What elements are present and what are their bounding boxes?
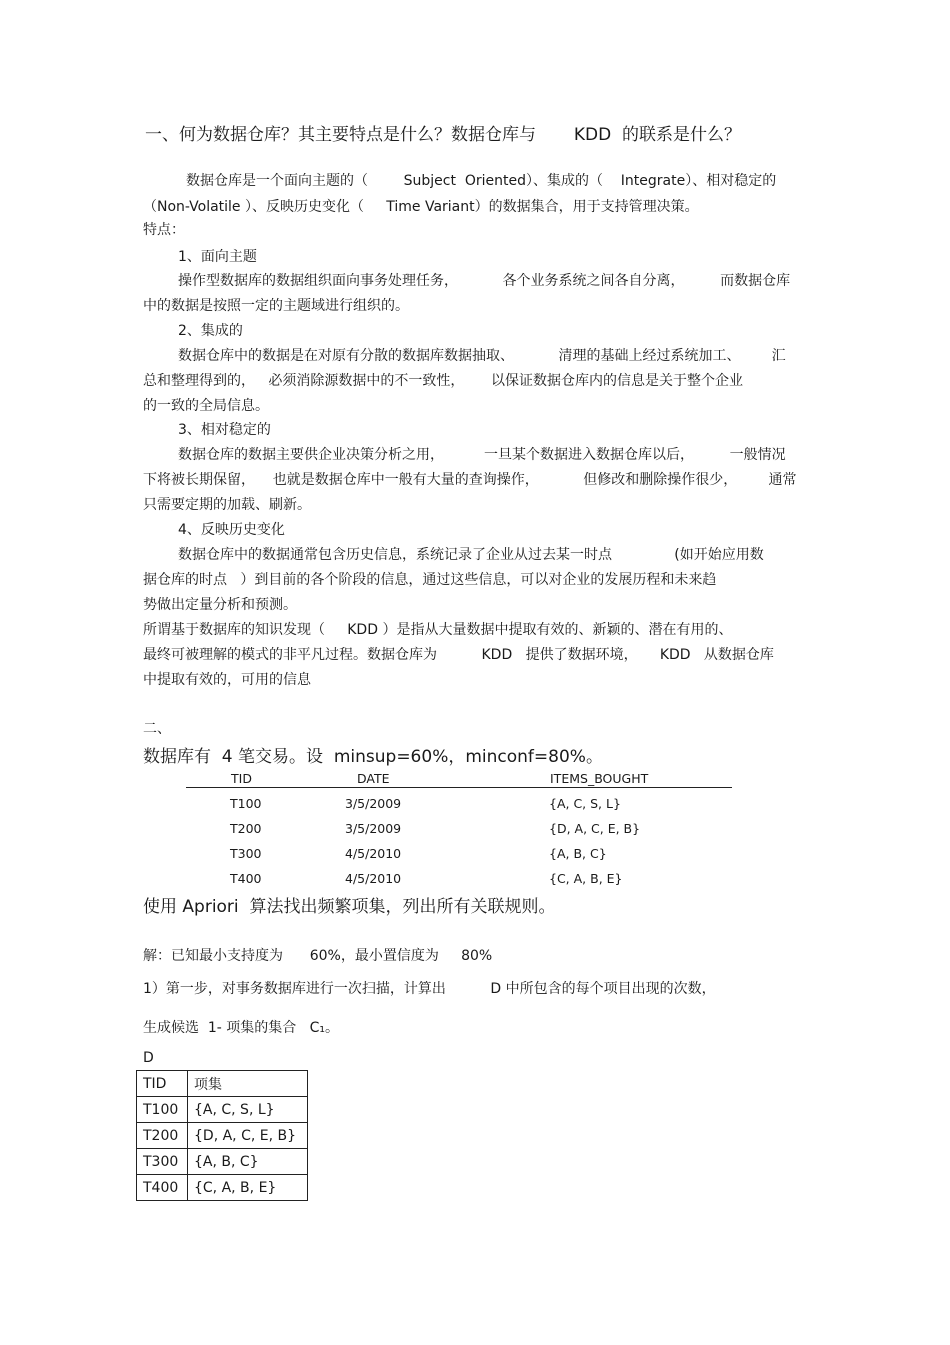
feature-2-line-3: 的一致的全局信息。	[143, 398, 269, 414]
tx-header-items: ITEMS_BOUGHT	[550, 771, 649, 786]
tx-header-rule	[186, 787, 732, 788]
table-row	[137, 1175, 308, 1201]
feature-4-title: 4、反映历史变化	[178, 522, 285, 538]
tx-row-2-tid: T200	[230, 821, 262, 836]
tx-header-date: DATE	[357, 771, 390, 786]
tx-row-1-date: 3/5/2009	[345, 796, 402, 811]
table-d-header-itemset: 项集	[188, 1071, 308, 1097]
table-row	[137, 1071, 308, 1097]
tx-row-3-tid: T300	[230, 846, 262, 861]
question-2-number: 二、	[143, 721, 171, 737]
feature-1-line-2: 中的数据是按照一定的主题域进行组织的。	[143, 298, 409, 314]
table-d-cell: T100	[137, 1097, 188, 1123]
solution-line: 解：已知最小支持度为 60%，最小置信度为 80%	[143, 948, 493, 964]
table-row	[137, 1123, 308, 1149]
table-d	[136, 1070, 308, 1201]
tx-row-4-tid: T400	[230, 871, 262, 886]
step-1-line-2: 生成候选 1- 项集的集合 C₁。	[143, 1020, 340, 1036]
table-row	[137, 1149, 308, 1175]
definition-line-1: 数据仓库是一个面向主题的（ Subject Oriented）、集成的（ Integrate）、相对稳定的	[186, 173, 777, 189]
kdd-line-1: 所谓基于数据库的知识发现（ KDD ）是指从大量数据中提取有效的、新颖的、潜在有用的、	[143, 622, 733, 638]
tx-row-3-date: 4/5/2010	[345, 846, 402, 861]
features-label: 特点：	[143, 222, 185, 238]
definition-line-2: （Non-Volatile ）、反映历史变化（ Time Variant）的数据集合，用于支持管理决策。	[143, 199, 699, 215]
feature-4-line-2: 据仓库的时点 ）到目前的各个阶段的信息，通过这些信息，可以对企业的发展历程和未来趋	[143, 572, 717, 588]
table-d-cell: {D, A, C, E, B}	[188, 1123, 308, 1149]
tx-row-4-items: {C, A, B, E}	[549, 871, 623, 886]
feature-2-title: 2、集成的	[178, 323, 243, 339]
table-d-header-tid: TID	[137, 1071, 188, 1097]
feature-1-line-1: 操作型数据库的数据组织面向事务处理任务， 各个业务系统之间各自分离， 而数据仓库	[178, 273, 791, 289]
feature-2-line-1: 数据仓库中的数据是在对原有分散的数据库数据抽取、 清理的基础上经过系统加工、 汇	[178, 348, 786, 364]
tx-row-2-date: 3/5/2009	[345, 821, 402, 836]
tx-row-1-items: {A, C, S, L}	[549, 796, 621, 811]
feature-4-line-1: 数据仓库中的数据通常包含历史信息，系统记录了企业从过去某一时点 (如开始应用数	[178, 547, 764, 563]
table-d-cell: {C, A, B, E}	[188, 1175, 308, 1201]
tx-row-2-items: {D, A, C, E, B}	[549, 821, 641, 836]
table-row	[137, 1097, 308, 1123]
table-d-cell: {A, C, S, L}	[188, 1097, 308, 1123]
table-d-cell: {A, B, C}	[188, 1149, 308, 1175]
tx-header-tid: TID	[231, 771, 252, 786]
table-d-label: D	[143, 1050, 154, 1066]
tx-row-1-tid: T100	[230, 796, 262, 811]
table-d-cell: T200	[137, 1123, 188, 1149]
table-d-cell: T400	[137, 1175, 188, 1201]
question-2-task: 使用 Apriori 算法找出频繁项集，列出所有关联规则。	[143, 897, 556, 917]
tx-row-4-date: 4/5/2010	[345, 871, 402, 886]
feature-1-title: 1、面向主题	[178, 249, 257, 265]
feature-2-line-2: 总和整理得到的， 必须消除源数据中的不一致性， 以保证数据仓库内的信息是关于整个企业	[143, 373, 744, 389]
table-d-cell: T300	[137, 1149, 188, 1175]
feature-3-line-3: 只需要定期的加载、刷新。	[143, 497, 311, 513]
kdd-line-3: 中提取有效的，可用的信息	[143, 672, 311, 688]
feature-3-title: 3、相对稳定的	[178, 422, 271, 438]
feature-4-line-3: 势做出定量分析和预测。	[143, 597, 297, 613]
kdd-line-2: 最终可被理解的模式的非平凡过程。数据仓库为 KDD 提供了数据环境， KDD 从数据仓库	[143, 647, 774, 663]
question-1-title: 一、何为数据仓库？其主要特点是什么？数据仓库与 KDD 的联系是什么？	[145, 125, 741, 145]
feature-3-line-2: 下将被长期保留， 也就是数据仓库中一般有大量的查询操作， 但修改和删除操作很少， 通常	[143, 472, 797, 488]
feature-3-line-1: 数据仓库的数据主要供企业决策分析之用， 一旦某个数据进入数据仓库以后， 一般情况	[178, 447, 786, 463]
tx-row-3-items: {A, B, C}	[549, 846, 607, 861]
step-1-line-1: 1）第一步，对事务数据库进行一次扫描，计算出 D 中所包含的每个项目出现的次数，	[143, 981, 716, 997]
question-2-intro: 数据库有 4 笔交易。设 minsup=60%，minconf=80%。	[143, 747, 603, 767]
